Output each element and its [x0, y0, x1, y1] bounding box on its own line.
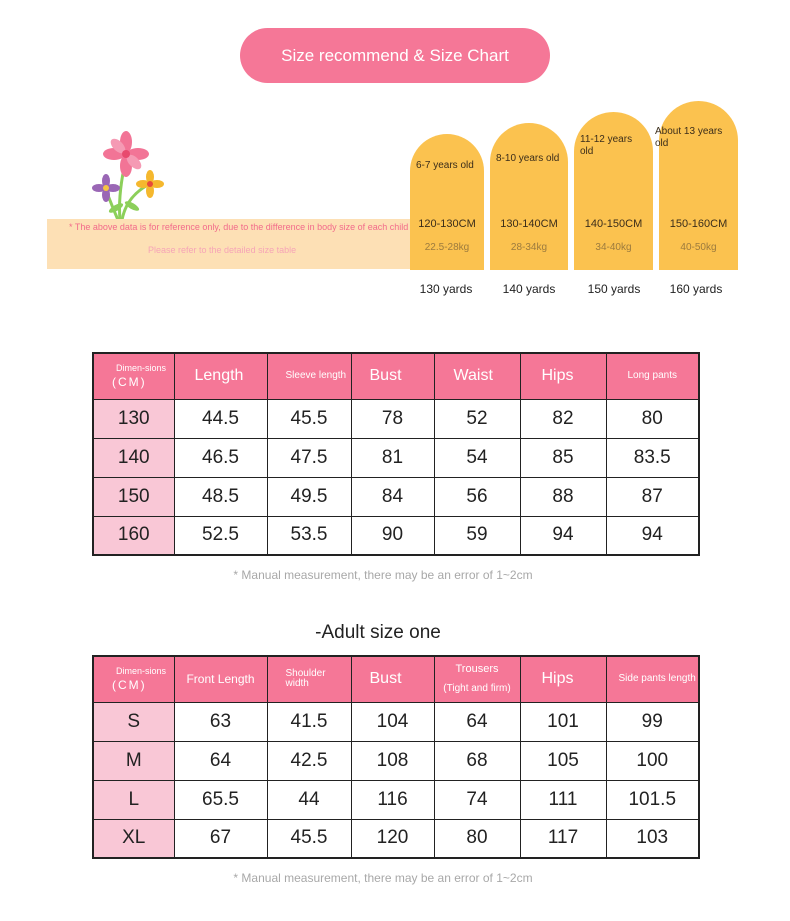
age-label: 11-12 years old: [580, 134, 633, 157]
column-header: Waist: [434, 353, 520, 399]
value-cell: 67: [174, 819, 267, 858]
dimension-header: [93, 353, 174, 399]
value-cell: 46.5: [174, 438, 267, 477]
value-cell: 87: [606, 477, 699, 516]
value-cell: 81: [351, 438, 434, 477]
value-cell: 94: [606, 516, 699, 555]
weight-range: 28-34kg: [510, 242, 548, 253]
value-cell: 101.5: [606, 780, 699, 819]
yard-label: 130 yards: [419, 282, 473, 296]
column-header: Side pants length: [606, 656, 699, 702]
column-header: Hips: [520, 353, 606, 399]
reference-note: * The above data is for reference only, due to the difference in body size of each child: [69, 222, 409, 232]
value-cell: 80: [606, 399, 699, 438]
value-cell: 90: [351, 516, 434, 555]
column-header: Length: [174, 353, 267, 399]
yard-label: 160 yards: [669, 282, 723, 296]
value-cell: 65.5: [174, 780, 267, 819]
weight-range: 34-40kg: [595, 242, 632, 253]
yard-label: 150 yards: [587, 282, 641, 296]
value-cell: 63: [174, 702, 267, 741]
age-label: 6-7 years old: [416, 160, 474, 171]
age-card: [490, 123, 568, 270]
age-label: About 13 years old: [655, 126, 723, 149]
size-cell: 130: [93, 399, 174, 438]
size-cell: 140: [93, 438, 174, 477]
yard-label: 140 yards: [502, 282, 556, 296]
adult-footnote: * Manual measurement, there may be an error of 1~2cm: [233, 871, 533, 885]
value-cell: 105: [520, 741, 606, 780]
value-cell: 74: [434, 780, 520, 819]
value-cell: 99: [606, 702, 699, 741]
value-cell: 41.5: [267, 702, 351, 741]
value-cell: 103: [606, 819, 699, 858]
value-cell: 52: [434, 399, 520, 438]
refer-table-note: Please refer to the detailed size table: [148, 245, 297, 255]
column-header: Sleeve length: [267, 353, 351, 399]
value-cell: 59: [434, 516, 520, 555]
value-cell: 111: [520, 780, 606, 819]
value-cell: 101: [520, 702, 606, 741]
trousers-header: [434, 656, 520, 702]
column-header: Trousers: [455, 663, 499, 676]
value-cell: 117: [520, 819, 606, 858]
weight-range: 40-50kg: [680, 242, 717, 253]
value-cell: 53.5: [267, 516, 351, 555]
value-cell: 108: [351, 741, 434, 780]
value-cell: 44: [267, 780, 351, 819]
value-cell: 45.5: [267, 819, 351, 858]
value-cell: 104: [351, 702, 434, 741]
kids-size-table: [92, 352, 700, 556]
table-row: [93, 399, 699, 438]
column-header: Front Length: [174, 656, 267, 702]
page-title: Size recommend & Size Chart: [281, 45, 509, 65]
value-cell: 82: [520, 399, 606, 438]
value-cell: 120: [351, 819, 434, 858]
age-card: [655, 101, 738, 270]
value-cell: 48.5: [174, 477, 267, 516]
dimension-header: [93, 656, 174, 702]
value-cell: 54: [434, 438, 520, 477]
height-range: 150-160CM: [669, 218, 728, 230]
height-range: 120-130CM: [418, 218, 476, 230]
column-header: Bust: [351, 656, 434, 702]
value-cell: 84: [351, 477, 434, 516]
size-cell: L: [93, 780, 174, 819]
flower-illustration: [88, 128, 178, 223]
value-cell: 47.5: [267, 438, 351, 477]
age-card: [410, 134, 484, 270]
table-row: [93, 819, 699, 858]
trousers-subheader: (Tight and firm): [443, 683, 511, 695]
size-cell: 150: [93, 477, 174, 516]
unit-label: (CM): [112, 374, 147, 389]
size-cell: M: [93, 741, 174, 780]
kids-footnote: * Manual measurement, there may be an error of 1~2cm: [233, 568, 533, 582]
adult-section-title: -Adult size one: [315, 622, 441, 643]
height-range: 130-140CM: [500, 218, 558, 230]
column-header: Shoulder width: [267, 656, 351, 702]
value-cell: 44.5: [174, 399, 267, 438]
size-cell: S: [93, 702, 174, 741]
value-cell: 49.5: [267, 477, 351, 516]
height-range: 140-150CM: [584, 218, 643, 230]
value-cell: 85: [520, 438, 606, 477]
dimensions-label: Dimen-sions: [116, 665, 167, 676]
size-cell: XL: [93, 819, 174, 858]
value-cell: 56: [434, 477, 520, 516]
value-cell: 45.5: [267, 399, 351, 438]
value-cell: 80: [434, 819, 520, 858]
adult-size-table: [92, 655, 700, 859]
value-cell: 100: [606, 741, 699, 780]
column-header: Bust: [351, 353, 434, 399]
table-row: [93, 516, 699, 555]
unit-label: (CM): [112, 677, 147, 692]
table-row: [93, 741, 699, 780]
table-header-row: [93, 353, 699, 399]
table-row: [93, 702, 699, 741]
value-cell: 42.5: [267, 741, 351, 780]
age-label: 8-10 years old: [496, 153, 560, 164]
dimensions-label: Dimen-sions: [116, 362, 167, 373]
table-row: [93, 477, 699, 516]
value-cell: 64: [434, 702, 520, 741]
age-card: [574, 112, 653, 270]
column-header: Long pants: [606, 353, 699, 399]
value-cell: 78: [351, 399, 434, 438]
value-cell: 94: [520, 516, 606, 555]
value-cell: 64: [174, 741, 267, 780]
table-header-row: [93, 656, 699, 702]
table-row: [93, 438, 699, 477]
table-row: [93, 780, 699, 819]
value-cell: 88: [520, 477, 606, 516]
value-cell: 52.5: [174, 516, 267, 555]
column-header: Hips: [520, 656, 606, 702]
page-title-pill: [240, 28, 550, 83]
value-cell: 83.5: [606, 438, 699, 477]
value-cell: 68: [434, 741, 520, 780]
value-cell: 116: [351, 780, 434, 819]
size-cell: 160: [93, 516, 174, 555]
weight-range: 22.5-28kg: [424, 242, 470, 253]
